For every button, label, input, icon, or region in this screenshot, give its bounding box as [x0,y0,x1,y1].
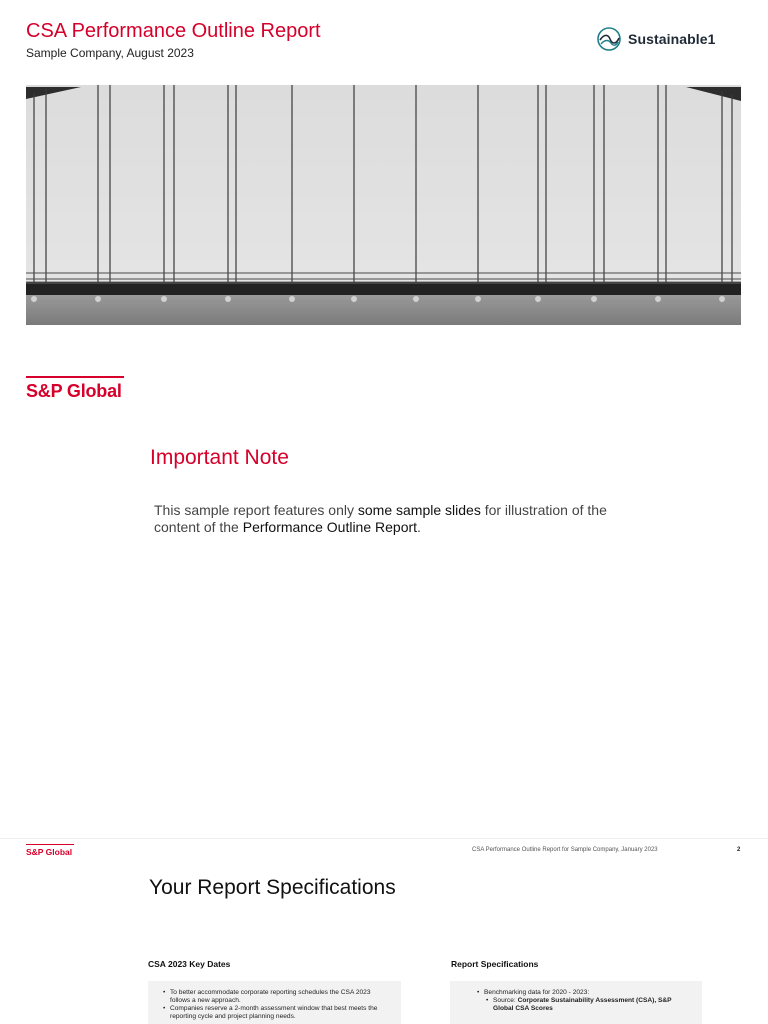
list-item: • To better accommodate corporate reporting schedules the CSA 2023 follows a new approach. [170,989,383,1005]
note-text-middle: for illustration of the content of the [154,502,607,535]
report-title: CSA Performance Outline Report [26,20,321,42]
report-specifications-list [450,981,702,1013]
sp-global-logo-rule [26,376,124,378]
source-value: Corporate Sustainability Assessment (CSA), S&P Global CSA Scores [493,997,672,1012]
sustainable1-brand-name: Sustainable1 [628,31,716,47]
sp-global-logo [26,376,124,402]
list-item-source [493,997,684,1013]
footer-sp-global-logo [26,844,74,857]
sp-global-logo-text: S&P Global [26,381,122,401]
key-dates-heading: CSA 2023 Key Dates [148,959,231,969]
note-highlight-report-name: Performance Outline Report [242,519,418,535]
page-number: 2 [737,847,741,853]
important-note-heading: Important Note [150,446,289,469]
sustainable1-logo-icon [596,26,622,52]
footer-logo-text: S&P Global [26,847,73,857]
note-highlight-sample-slides: some sample slides [357,502,481,518]
list-item: • Companies reserve a 2-month assessment window that best meets the reporting cycle and project planning needs. [170,1005,383,1021]
note-text-before: This sample report features only [154,502,358,518]
list-item: • Benchmarking data for 2020 - 2023: [484,989,684,997]
report-specifications-box [450,981,702,1024]
footer-logo-rule [26,844,74,845]
footer-report-meta: CSA Performance Outline Report for Sample Company, January 2023 [472,847,658,853]
page-divider [0,838,768,839]
key-dates-box [148,981,401,1024]
report-specifications-heading: Your Report Specifications [149,876,396,899]
important-note-text [154,502,634,536]
sustainable1-brand [596,26,716,52]
note-text-after: . [417,519,421,535]
suspension-bridge-photo [26,85,741,325]
source-label: Source: [493,997,518,1004]
report-subtitle: Sample Company, August 2023 [26,46,194,60]
key-dates-list [148,981,401,1021]
report-specifications-column-heading: Report Specifications [451,959,539,969]
